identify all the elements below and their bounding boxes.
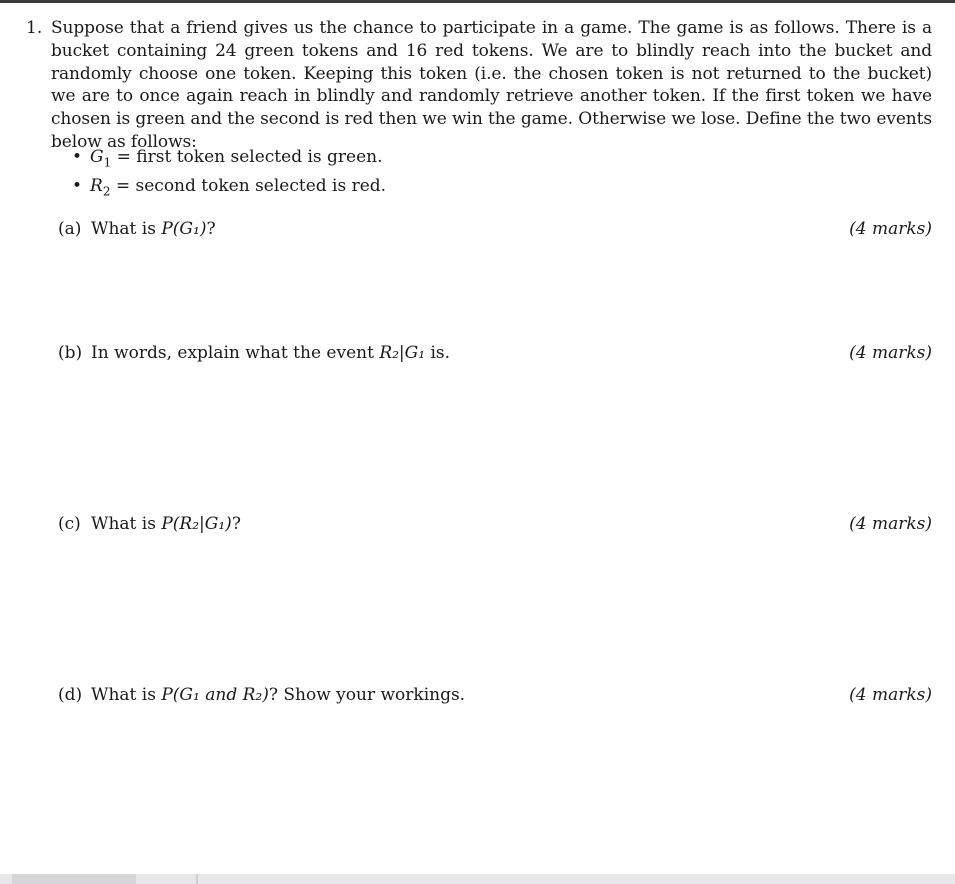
event-r2 [72, 175, 386, 204]
horizontal-scrollbar[interactable] [0, 874, 955, 884]
part-c [58, 513, 932, 535]
bullet-icon: • [72, 147, 83, 167]
question-1 [26, 17, 932, 154]
part-a [58, 218, 932, 240]
part-suffix: ? [206, 219, 216, 239]
part-suffix: is. [425, 343, 451, 363]
scrollbar-divider [196, 874, 198, 884]
top-rule [0, 0, 955, 3]
event-text [90, 147, 383, 170]
part-label: (a) [58, 219, 82, 239]
part-label: (b) [58, 343, 83, 363]
event-text [90, 176, 387, 199]
part-suffix: ? Show your workings. [268, 685, 466, 705]
part-label: (d) [58, 685, 83, 705]
part-marks: (4 marks) [849, 514, 932, 534]
part-marks: (4 marks) [849, 685, 932, 705]
event-symbol: G [90, 147, 104, 167]
part-math: P(G₁ and R₂) [161, 685, 269, 705]
event-subscript: 1 [103, 155, 112, 170]
question-text: Suppose that a friend gives us the chance to participate in a game. The game is as follows. There is a bucket containing 24 green tokens and 16 red tokens. We are to blindly reach into the bucket and randomly choose one token. Keeping this token (i.e. the chosen token is not returned to the bucket) we are to once again reach in blindly and randomly retrieve another token. If the first token we have chosen is green and the second is red then we win the game. Otherwise we lose. Define the two events below as follows: [51, 18, 932, 152]
part-marks: (4 marks) [849, 343, 932, 363]
part-math: P(G₁) [161, 219, 207, 239]
event-g1 [72, 146, 386, 175]
part-label: (c) [58, 514, 81, 534]
event-definition: = second token selected is red. [115, 176, 387, 196]
part-prefix: What is [91, 219, 162, 239]
scrollbar-thumb[interactable] [12, 874, 136, 884]
question-number: 1. [26, 18, 43, 38]
part-prefix: What is [91, 514, 162, 534]
part-prefix: In words, explain what the event [91, 343, 380, 363]
part-prefix: What is [91, 685, 162, 705]
bullet-icon: • [72, 176, 83, 196]
event-subscript: 2 [102, 184, 111, 199]
part-d [58, 684, 932, 706]
event-definition: = first token selected is green. [116, 147, 383, 167]
part-math: R₂|G₁ [379, 343, 426, 363]
part-marks: (4 marks) [849, 219, 932, 239]
part-math: P(R₂|G₁) [161, 514, 232, 534]
part-b [58, 342, 932, 364]
event-definitions [72, 146, 386, 204]
part-suffix: ? [231, 514, 241, 534]
event-symbol: R [90, 176, 103, 196]
